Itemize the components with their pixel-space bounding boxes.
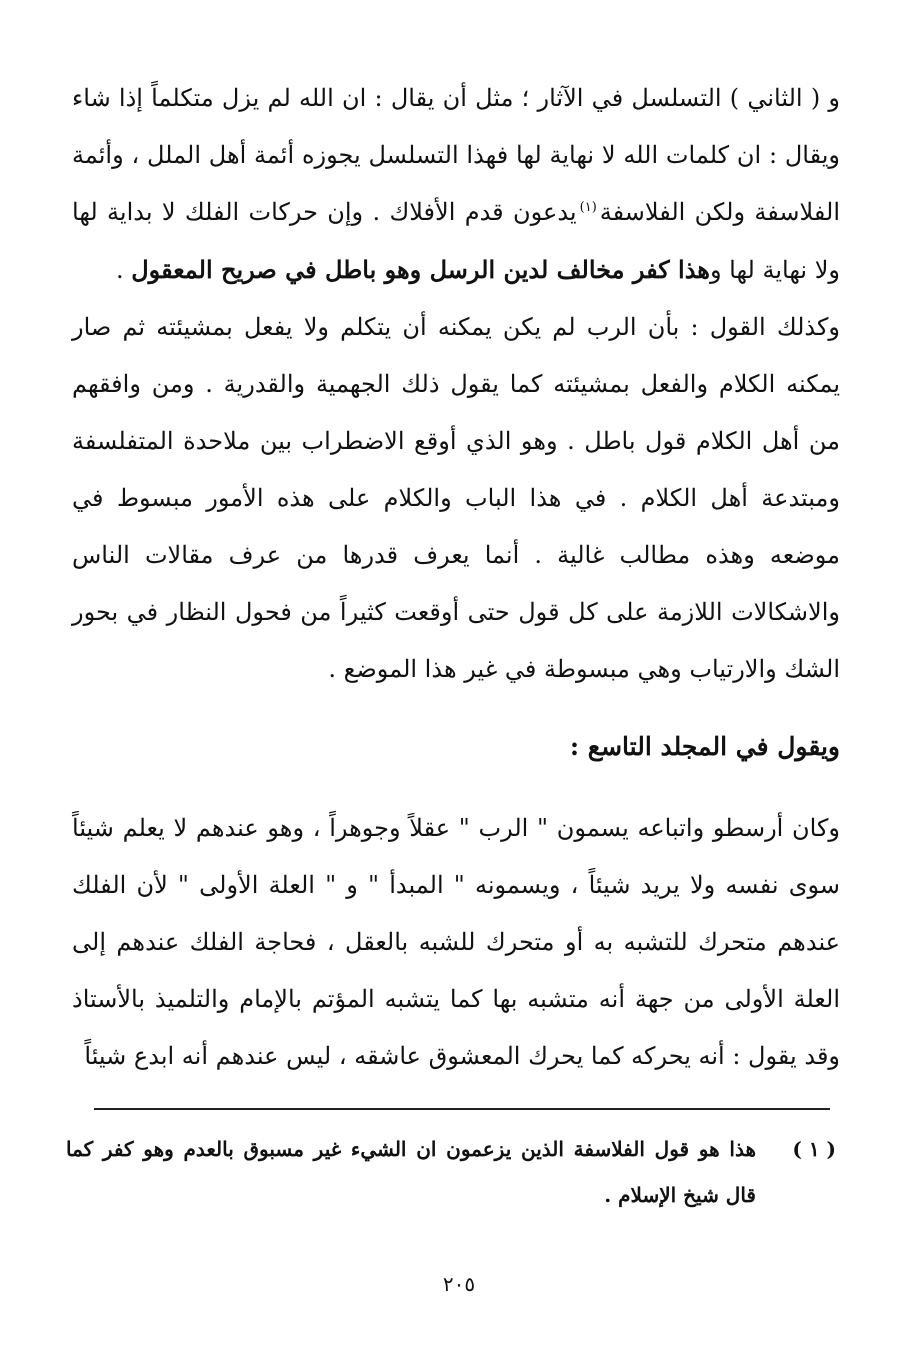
paragraph-1-continuation: يدعون قدم الأفلاك . وإن حركات الفلك لا بداية لها ولا نهاية لها و (72, 198, 840, 284)
footnote-text: هذا هو قول الفلاسفة الذين يزعمون ان الشيء غير مسبوق بالعدم وهو كفر كما قال شيخ الإسلام . (66, 1137, 756, 1207)
paragraph-1-text: و ( الثاني ) التسلسل في الآثار ؛ مثل أن يقال : ان الله لم يزل متكلماً إذا شاء ويقال : ان كلمات الله لا نهاية لها فهذا التسلسل يجوزه أئمة أهل الملل ، وأئمة الفلاسفة ولكن الفلاسفة (72, 84, 840, 226)
paragraph-2: وكذلك القول : بأن الرب لم يكن يمكنه أن يتكلم ولا يفعل بمشيئته ثم صار يمكنه الكلام والفعل بمشيئته كما يقول ذلك الجهمية والقدرية . ومن وافقهم من أهل الكلام قول باطل . وهو الذي أوقع الاضطراب بين ملاحدة المتفلسفة ومبتدعة أهل الكلام . في هذا الباب والكلام على هذه الأمور مبسوط في موضعه وهذه مطالب غالية . أنما يعرف قدرها من عرف مقالات الناس والاشكالات اللازمة على كل قول حتى أوقعت كثيراً من فحول النظار في بحور الشك والارتياب وهي مبسوطة في غير هذا الموضع . (72, 313, 840, 683)
footnote-divider (94, 1108, 830, 1110)
page-number: ٢٠٥ (442, 1272, 476, 1296)
footnote-marker: (١) (579, 200, 597, 215)
paragraph-1-end: . (115, 256, 132, 284)
section-heading: ويقول في المجلد التاسع : (569, 732, 840, 761)
paragraph-3: وكان أرسطو واتباعه يسمون " الرب " عقلاً وجوهراً ، وهو عندهم لا يعلم شيئاً سوى نفسه ولا يريد شيئاً ، ويسمونه " المبدأ " و " العلة الأولى " لأن الفلك عندهم متحرك للتشبه به أو متحرك للشبه بالعقل ، فحاجة الفلك عندهم إلى العلة الأولى من جهة أنه متشبه بها كما يتشبه المؤتم بالإمام والتلميذ بالأستاذ وقد يقول : أنه يحركه كما يحرك المعشوق عاشقه ، ليس عندهم أنه ابدع شيئاً (72, 814, 840, 1070)
footnote-number: ( ١ ) (792, 1137, 836, 1161)
footnote (66, 1126, 836, 1218)
main-text-block (72, 70, 840, 698)
paragraph-1 (72, 70, 840, 299)
paragraph-1-emphasis: هذا كفر مخالف لدين الرسل وهو باطل في صريح المعقول (131, 255, 710, 284)
